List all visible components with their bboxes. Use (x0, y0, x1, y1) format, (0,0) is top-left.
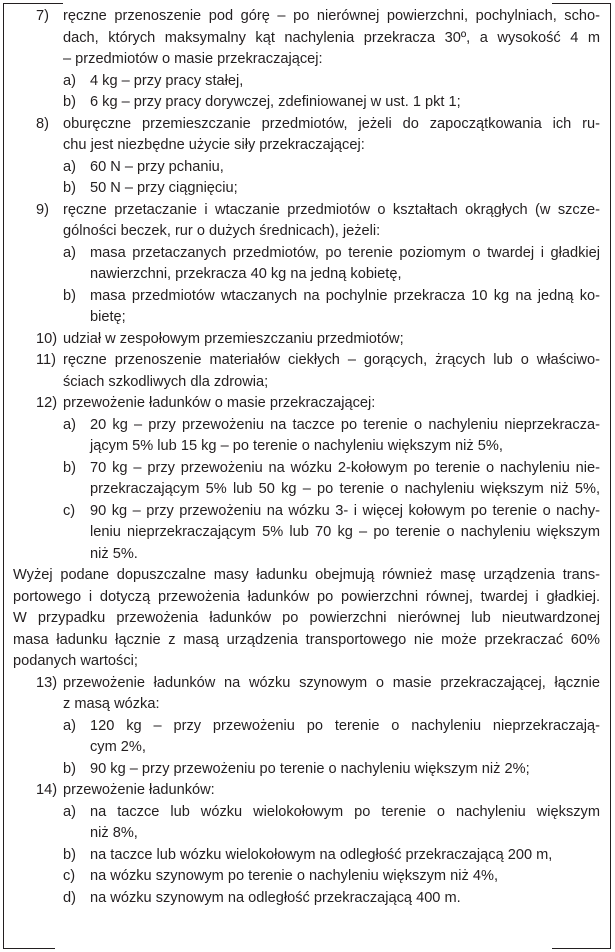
subitem-text: 6 kg – przy pracy dorywczej, zdefiniowanej w ust. 1 pkt 1; (90, 94, 461, 110)
subitem-text: niż 5%. (90, 546, 138, 562)
item-number: 10) (36, 331, 58, 347)
paragraph-line: portowego i dotyczą przewożenia ładunków po powierzchni równej, twardej i gładkiej. (13, 589, 600, 605)
subitem-text: 4 kg – przy pracy stałej, (90, 73, 244, 89)
item-number: 8) (36, 116, 49, 132)
frame-top-right-stub (552, 3, 611, 4)
subitem-text: na taczce lub wózku wielokołowym po terenie o nachyleniu większym (90, 804, 600, 820)
item-text-line: przewożenie ładunków: (63, 782, 215, 798)
subitem-label: b) (63, 180, 76, 196)
frame-bottom-left-stub (3, 948, 55, 949)
subitem-text: cym 2%, (90, 739, 146, 755)
subitem-label: d) (63, 890, 76, 906)
subitem-text: bietę; (90, 309, 126, 325)
subitem-text: masa przetaczanych przedmiotów, po terenie poziomym o twardej i gładkiej (90, 245, 600, 261)
subitem-text: nawierzchni, przekracza 40 kg na jedną kobietę, (90, 266, 402, 282)
item-number: 9) (36, 202, 49, 218)
subitem-text: na taczce lub wózku wielokołowym na odległość przekraczającą 200 m, (90, 847, 553, 863)
item-number: 7) (36, 8, 49, 24)
item-number: 13) (36, 675, 58, 691)
subitem-label: a) (63, 804, 76, 820)
subitem-text: 20 kg – przy przewożeniu na taczce po terenie o nachyleniu nieprzekracza- (90, 417, 600, 433)
subitem-text: 90 kg – przy przewożeniu po terenie o nachyleniu większym niż 2%; (90, 761, 530, 777)
subitem-text: 120 kg – przy przewożeniu po terenie o nachyleniu nieprzekraczają- (90, 718, 600, 734)
subitem-text: na wózku szynowym na odległość przekraczającą 400 m. (90, 890, 461, 906)
subitem-label: a) (63, 245, 76, 261)
subitem-label: c) (63, 868, 76, 884)
paragraph-line: masa ładunku łącznie z masą urządzenia transportowego nie może przekraczać 60% (13, 632, 600, 648)
subitem-text: leniu nieprzekraczającym 5% lub 70 kg – po terenie o nachyleniu większym (90, 524, 600, 540)
paragraph-line: W przypadku przewożenia ładunków po powierzchni nierównej lub nieutwardzonej (13, 610, 600, 626)
subitem-label: a) (63, 73, 76, 89)
item-text-line: przewożenie ładunków na wózku szynowym o masie przekraczającej, łącznie (63, 675, 600, 691)
item-text-line: udział w zespołowym przemieszczaniu przedmiotów; (63, 331, 404, 347)
item-number: 11) (36, 352, 57, 368)
subitem-label: b) (63, 761, 76, 777)
item-text-line: ściach szkodliwych dla zdrowia; (63, 374, 269, 390)
item-text-line: chu jest niezbędne użycie siły przekraczającej: (63, 137, 365, 153)
subitem-label: b) (63, 288, 76, 304)
subitem-text: przekraczającym 5% lub 50 kg – po terenie o nachyleniu większym niż 5%, (90, 481, 600, 497)
subitem-text: jącym 5% lub 15 kg – po terenie o nachyleniu większym niż 5%, (90, 438, 503, 454)
item-text-line: ręczne przenoszenie pod górę – po nierównej powierzchni, pochylniach, scho- (63, 8, 600, 24)
item-text-line: oburęczne przemieszczanie przedmiotów, jeżeli do zapoczątkowania ich ru- (63, 116, 600, 132)
subitem-text: masa przedmiotów wtaczanych na pochylnie przekracza 10 kg na jedną ko- (90, 288, 600, 304)
subitem-text: 90 kg – przy przewożeniu na wózku 3- i więcej kołowym po terenie o nachy- (90, 503, 600, 519)
subitem-text: 70 kg – przy przewożeniu na wózku 2-kołowym po terenie o nachyleniu nie- (90, 460, 600, 476)
item-text-line: przewożenie ładunków o masie przekraczającej: (63, 395, 376, 411)
item-number: 12) (36, 395, 58, 411)
item-text-line: z masą wózka: (63, 696, 160, 712)
subitem-label: b) (63, 460, 76, 476)
item-number: 14) (36, 782, 58, 798)
subitem-text: niż 8%, (90, 825, 138, 841)
item-text-line: gólności beczek, rur o dużych średnicach), jeżeli: (63, 223, 381, 239)
subitem-label: c) (63, 503, 76, 519)
subitem-text: 50 N – przy ciągnięciu; (90, 180, 238, 196)
frame-border-right (610, 3, 611, 949)
frame-border-left (3, 3, 4, 949)
subitem-text: 60 N – przy pchaniu, (90, 159, 224, 175)
frame-bottom-right-stub (552, 948, 611, 949)
item-text-line: ręczne przenoszenie materiałów ciekłych – gorących, żrących lub o właściwo- (63, 352, 600, 368)
subitem-label: a) (63, 718, 76, 734)
paragraph-line: Wyżej podane dopuszczalne masy ładunku obejmują również masę urządzenia trans- (13, 567, 600, 583)
subitem-label: a) (63, 417, 76, 433)
item-text-line: dach, których maksymalny kąt nachylenia przekracza 30º, a wysokość 4 m (63, 30, 600, 46)
item-text-line: – przedmiotów o masie przekraczającej: (63, 51, 323, 67)
subitem-label: a) (63, 159, 76, 175)
paragraph-line: podanych wartości; (13, 653, 138, 669)
item-text-line: ręczne przetaczanie i wtaczanie przedmiotów o kształtach okrągłych (w szcze- (63, 202, 600, 218)
subitem-text: na wózku szynowym po terenie o nachyleniu większym niż 4%, (90, 868, 498, 884)
frame-top-left-stub (3, 3, 63, 4)
subitem-label: b) (63, 847, 76, 863)
subitem-label: b) (63, 94, 76, 110)
